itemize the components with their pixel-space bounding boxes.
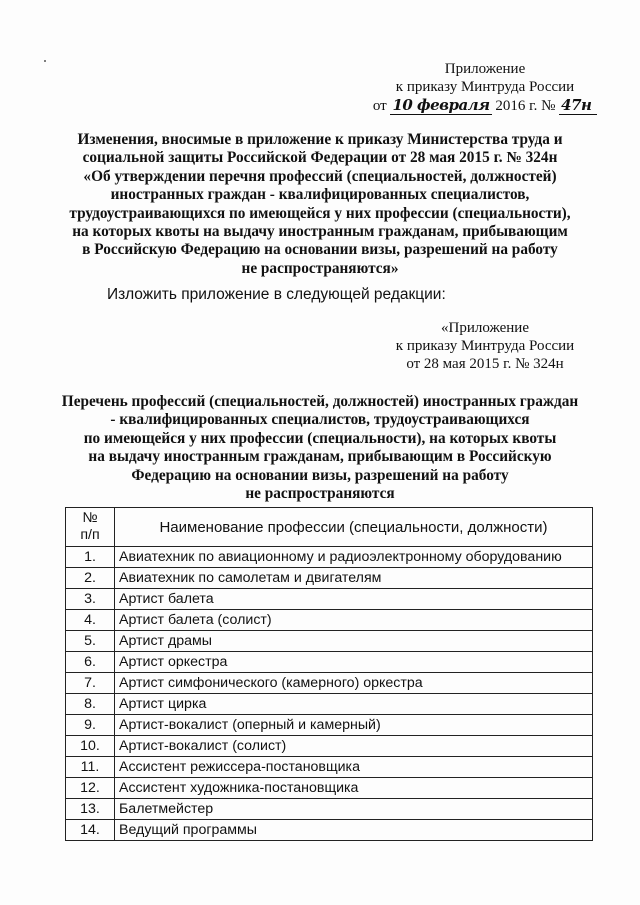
- handwritten-number: 47н: [559, 96, 597, 115]
- list-title-line: Перечень профессий (специальностей, должностей) иностранных граждан: [61, 393, 579, 410]
- new-appendix-header: [380, 319, 590, 373]
- new-appendix-order-ref: к приказу Минтруда России: [395, 338, 575, 354]
- list-title-line: на выдачу иностранным гражданам, прибывающим в Российскую: [88, 448, 552, 466]
- new-appendix-label: «Приложение: [440, 320, 529, 336]
- table-header-row: [66, 508, 593, 547]
- row-profession: Артист балета (солист): [115, 610, 593, 631]
- table-row: [66, 589, 593, 610]
- table-row: [66, 631, 593, 652]
- row-profession: Артист-вокалист (солист): [115, 736, 593, 757]
- row-profession: Артист балета: [115, 589, 593, 610]
- changes-title-line: на которых квоты на выдачу иностранным гражданам, прибывающим: [72, 223, 568, 241]
- row-number: 6.: [66, 652, 115, 673]
- changes-title-line: Изменения, вносимые в приложение к приказу Министерства труда и: [77, 131, 563, 148]
- row-number: 7.: [66, 673, 115, 694]
- row-profession: Ассистент художника-постановщика: [115, 778, 593, 799]
- changes-title-line: иностранных граждан - квалифицированных специалистов,: [110, 186, 530, 204]
- row-number: 1.: [66, 547, 115, 568]
- list-title: [55, 393, 585, 503]
- table-row: [66, 778, 593, 799]
- date-prefix: от: [372, 98, 387, 114]
- table-row: [66, 799, 593, 820]
- row-number: 5.: [66, 631, 115, 652]
- changes-title-line: социальной защиты Российской Федерации от 28 мая 2015 г. № 324н: [82, 149, 558, 167]
- row-profession: Артист оркестра: [115, 652, 593, 673]
- table-row: [66, 673, 593, 694]
- row-number: 10.: [66, 736, 115, 757]
- table-row: [66, 820, 593, 841]
- header-number-abbr: п/п: [80, 527, 100, 543]
- changes-title-line: «Об утверждении перечня профессий (специальностей, должностей): [83, 167, 557, 185]
- row-number: 4.: [66, 610, 115, 631]
- row-profession: Артист-вокалист (оперный и камерный): [115, 715, 593, 736]
- row-number: 9.: [66, 715, 115, 736]
- row-profession: Ассистент режиссера-постановщика: [115, 757, 593, 778]
- table-row: [66, 715, 593, 736]
- new-appendix-order-date: от 28 мая 2015 г. № 324н: [406, 356, 564, 372]
- handwritten-date: 10 февраля: [392, 96, 490, 114]
- row-profession: Авиатехник по самолетам и двигателям: [115, 568, 593, 589]
- row-number: 14.: [66, 820, 115, 841]
- appendix-order-ref: к приказу Минтруда России: [395, 79, 575, 95]
- row-number: 2.: [66, 568, 115, 589]
- table-row: [66, 757, 593, 778]
- appendix-label: Приложение: [444, 61, 526, 77]
- row-profession: Авиатехник по авиационному и радиоэлектронному оборудованию: [115, 547, 593, 568]
- list-title-line: по имеющейся у них профессии (специальности), на которых квоты: [83, 429, 557, 447]
- row-number: 8.: [66, 694, 115, 715]
- row-number: 12.: [66, 778, 115, 799]
- row-profession: Балетмейстер: [115, 799, 593, 820]
- instruction-text: Изложить приложение в следующей редакции:: [107, 286, 446, 303]
- appendix-header: [370, 60, 600, 115]
- list-title-line: не распространяются: [245, 485, 395, 503]
- list-title-line: Федерацию на основании визы, разрешений на работу: [131, 466, 509, 484]
- table-row: [66, 568, 593, 589]
- list-title-line: - квалифицированных специалистов, трудоустраивающихся: [110, 411, 530, 429]
- scan-speck: [44, 60, 46, 62]
- header-name-cell: Наименование профессии (специальности, должности): [115, 508, 593, 547]
- changes-title-line: трудоустраивающихся по имеющейся у них профессии (специальности),: [69, 204, 571, 222]
- changes-title: [55, 131, 585, 278]
- changes-title-line: не распространяются»: [241, 259, 399, 277]
- changes-title-line: в Российскую Федерацию на основании визы, разрешений на работу: [82, 241, 558, 259]
- table-row: [66, 547, 593, 568]
- table-row: [66, 736, 593, 757]
- row-profession: Артист драмы: [115, 631, 593, 652]
- appendix-order-date-line: [370, 96, 600, 115]
- header-number-cell: [66, 508, 115, 547]
- row-number: 11.: [66, 757, 115, 778]
- table-row: [66, 652, 593, 673]
- year-text: 2016 г. №: [495, 98, 556, 114]
- row-profession: Артист цирка: [115, 694, 593, 715]
- professions-table: [65, 507, 593, 841]
- table-row: [66, 694, 593, 715]
- row-number: 3.: [66, 589, 115, 610]
- row-profession: Артист симфонического (камерного) оркестра: [115, 673, 593, 694]
- table-row: [66, 610, 593, 631]
- header-number-symbol: №: [82, 510, 98, 526]
- row-profession: Ведущий программы: [115, 820, 593, 841]
- row-number: 13.: [66, 799, 115, 820]
